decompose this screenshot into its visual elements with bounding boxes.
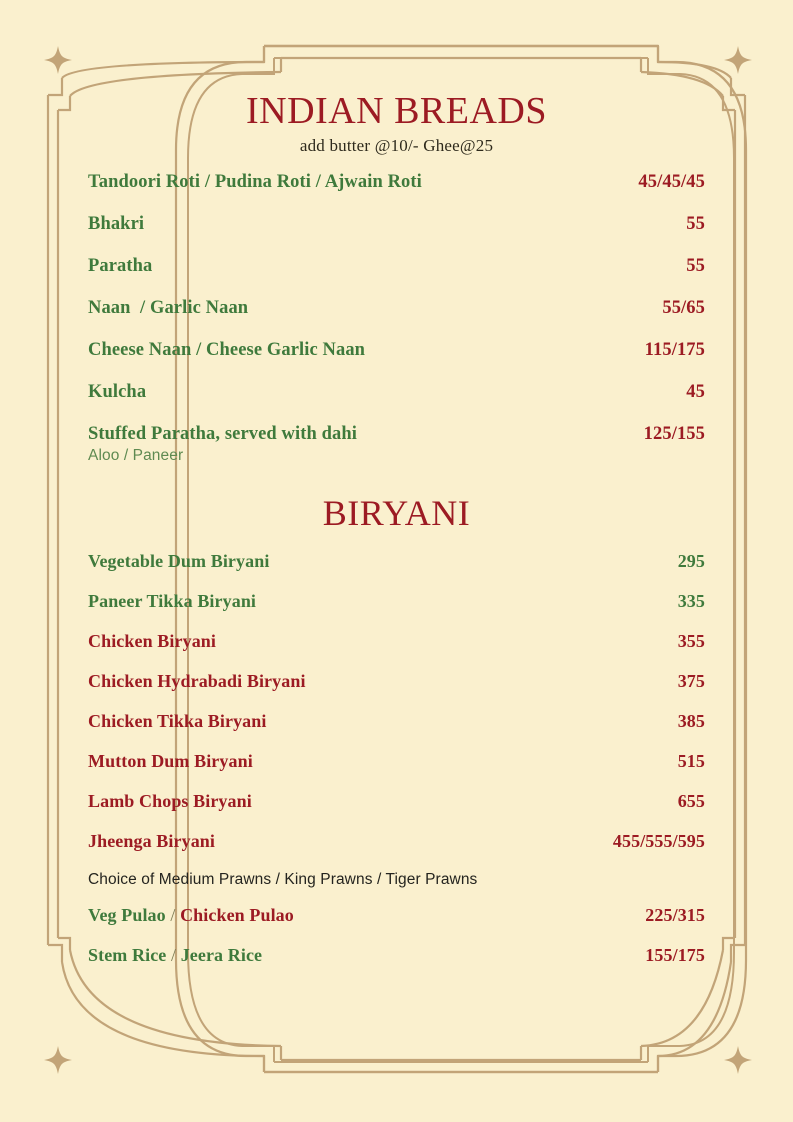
menu-item-row: [88, 831, 705, 852]
menu-item-row: [88, 751, 705, 772]
star-icon-bottom-right: [724, 1046, 752, 1074]
menu-item-list-biryani: [88, 551, 705, 966]
menu-item-name: Lamb Chops Biryani: [88, 790, 252, 811]
menu-item-name-part: /: [166, 944, 181, 965]
menu-item-name-part: Stem Rice: [88, 944, 167, 965]
menu-item-row: [88, 340, 705, 361]
menu-item-name: Paneer Tikka Biryani: [88, 590, 257, 611]
star-icon-top-right: [724, 46, 752, 74]
menu-item-row: [88, 172, 705, 193]
menu-item-price: 45: [686, 381, 705, 402]
menu-item-row: [88, 214, 705, 235]
menu-item-price: 295: [677, 550, 705, 571]
menu-item-price: 125/155: [643, 423, 705, 444]
menu-item-name: Chicken Biryani: [88, 630, 217, 651]
menu-item-row: [88, 551, 705, 572]
menu-item-name: [88, 905, 294, 926]
menu-item-row: [88, 905, 705, 926]
menu-item-name: Jheenga Biryani: [88, 830, 216, 851]
menu-item-row: [88, 298, 705, 319]
menu-item-name: [88, 945, 262, 966]
menu-item-description: Aloo / Paneer: [88, 446, 184, 464]
menu-item-row: [88, 424, 705, 445]
menu-item-row: [88, 711, 705, 732]
menu-item-price: 115/175: [644, 339, 705, 360]
star-icon-bottom-left: [44, 1046, 72, 1074]
menu-item-price: 55/65: [662, 297, 705, 318]
menu-item-description: Choice of Medium Prawns / King Prawns / Tiger Prawns: [88, 870, 478, 888]
menu-item-price: 335: [677, 590, 705, 611]
menu-content: [88, 78, 705, 985]
menu-item-price: 375: [677, 670, 705, 691]
menu-item-row: [88, 631, 705, 652]
menu-item-name: Vegetable Dum Biryani: [88, 550, 270, 571]
menu-item-name-part: Jeera Rice: [180, 944, 263, 965]
menu-item-list-indian-breads: [88, 172, 705, 465]
menu-item-price: 385: [677, 710, 705, 731]
menu-item-price: 225/315: [645, 904, 705, 925]
menu-item-price: 45/45/45: [638, 171, 705, 192]
section-title-biryani: BIRYANI: [322, 492, 471, 533]
section-subtitle-indian-breads: add butter @10/- Ghee@25: [299, 135, 494, 155]
menu-item-name: Tandoori Roti / Pudina Roti / Ajwain Roti: [88, 171, 422, 192]
menu-item-name: Paratha: [88, 255, 153, 276]
section-title-indian-breads: INDIAN BREADS: [246, 90, 547, 132]
menu-item-name: Kulcha: [88, 381, 147, 402]
menu-item-price: 455/555/595: [612, 830, 705, 851]
menu-item-price: 155/175: [645, 944, 705, 965]
menu-item-name: Bhakri: [88, 213, 145, 234]
menu-item-name-part: Chicken Pulao: [180, 904, 294, 925]
menu-item-name: Stuffed Paratha, served with dahi: [88, 423, 357, 444]
menu-item-name: Naan / Garlic Naan: [88, 297, 249, 318]
menu-item-row: [88, 791, 705, 812]
frame-top-rails: [264, 46, 658, 72]
menu-item-name: Mutton Dum Biryani: [88, 750, 253, 771]
section-biryani: [88, 492, 705, 966]
menu-item-name: Chicken Hydrabadi Biryani: [88, 670, 306, 691]
frame-corner-notch-top-right: [723, 78, 745, 110]
section-indian-breads: [88, 92, 705, 465]
menu-item-price: 655: [677, 790, 705, 811]
menu-item-name: Chicken Tikka Biryani: [88, 710, 267, 731]
menu-item-price: 515: [677, 750, 705, 771]
menu-item-name-part: /: [165, 904, 181, 925]
menu-item-price: 355: [677, 630, 705, 651]
star-icon-top-left: [44, 46, 72, 74]
menu-item-row: [88, 591, 705, 612]
frame-corner-notch-top-left: [48, 78, 70, 110]
menu-item-name: Cheese Naan / Cheese Garlic Naan: [88, 339, 366, 360]
frame-corner-notch-bottom-left: [48, 938, 70, 962]
menu-item-row: [88, 256, 705, 277]
menu-item-price: 55: [686, 255, 705, 276]
frame-bottom-rails: [264, 1046, 658, 1072]
frame-corner-notch-bottom-right: [723, 938, 745, 962]
menu-item-price: 55: [686, 213, 705, 234]
menu-item-name-part: Veg Pulao: [88, 904, 166, 925]
menu-item-row: [88, 945, 705, 966]
menu-item-row: [88, 671, 705, 692]
menu-item-row: [88, 382, 705, 403]
